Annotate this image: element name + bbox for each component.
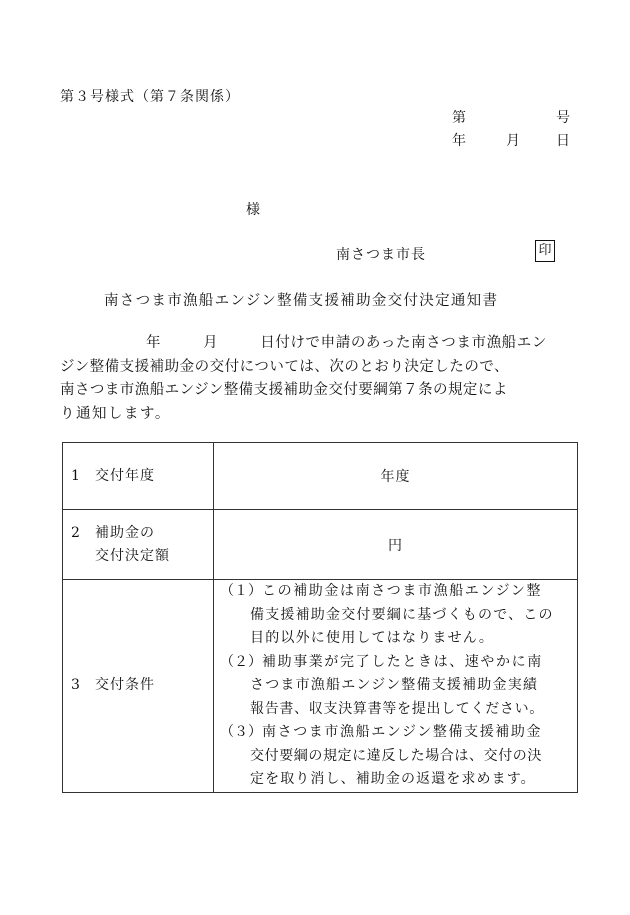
conditions-cell [214,580,578,793]
body-line: 南さつま市漁船エンジン整備支援補助金交付要綱第７条の規定によ [60,382,508,398]
row-label: 3 交付条件 [63,580,214,793]
fiscal-year-cell: 年度 [214,443,578,510]
row-label: 1 交付年度 [63,443,214,510]
notice-body [60,332,580,426]
seal-mark: 印 [535,240,555,262]
condition-item: （２） 補助事業が完了したときは、速やかに南 さつま市漁船エンジン整備支援補助金実績 報告書、収支決算書等を提出してください。 [220,653,544,717]
decision-table [62,442,578,793]
table-row [63,443,578,510]
date-day: 日 [556,133,570,149]
body-year: 年 [146,335,162,351]
document-title: 南さつま市漁船エンジン整備支援補助金交付決定通知書 [104,293,499,309]
date-month: 月 [506,133,520,149]
condition-item: （１） この補助金は南さつま市漁船エンジン整 備支援補助金交付要綱に基づくもので、この 目的以外に使用してはなりません。 [220,583,554,646]
body-month: 月 [203,335,219,351]
body-line1-text: 日付けで申請のあった南さつま市漁船エン [260,335,547,351]
body-line [60,332,580,356]
table-row [63,510,578,580]
form-number: 第３号様式（第７条関係） [60,89,240,105]
body-line: り通知します。 [60,405,171,422]
number-suffix: 号 [556,110,570,126]
condition-item: （３） 南さつま市漁船エンジン整備支援補助金 交付要綱の規定に違反した場合は、交付の決 定を取り消し、補助金の返還を求めます。 [220,724,543,787]
number-prefix: 第 [452,110,466,126]
row-label: 2 補助金の 交付決定額 [63,510,214,580]
amount-cell: 円 [214,510,578,580]
body-line: ジン整備支援補助金の交付については、次のとおり決定したので、 [60,358,510,375]
table-row [63,580,578,793]
issuer-name: 南さつま市長 [336,247,426,263]
date-year: 年 [452,133,466,149]
addressee-suffix: 様 [246,202,260,218]
